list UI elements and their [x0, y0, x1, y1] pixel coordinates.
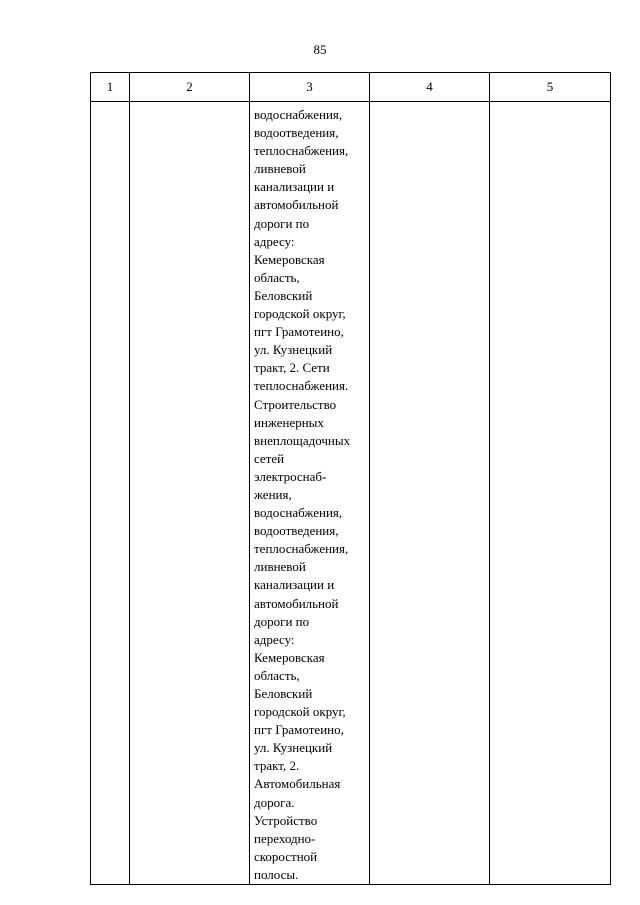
- column-header-2: 2: [130, 73, 250, 102]
- table-cell-col2: [130, 102, 250, 885]
- column-header-1: 1: [91, 73, 130, 102]
- page-number: 85: [313, 42, 327, 57]
- column-header-4: 4: [370, 73, 490, 102]
- table-cell-col3-description: водоснабжения, водоотведения, теплоснабжения, ливневой канализации и автомобильной дороги по адресу: Кемеровская область, Беловский городской округ, пгт Грамотеино, ул. Кузнецкий тракт, 2. Сети теплоснабжения. Строительство инженерных внеплощадочных сетей электроснаб- жения, водоснабжения, водоотведения, теплоснабжения, ливневой канализации и автомобильной дороги по адресу: Кемеровская область, Беловский городской округ, пгт Грамотеино, ул. Кузнецкий тракт, 2. Автомобильная дорога. Устройство переходно- скоростной полосы.: [250, 102, 370, 885]
- data-table: [90, 72, 611, 885]
- column-header-5: 5: [490, 73, 611, 102]
- table-cell-col1: [91, 102, 130, 885]
- table-header-row: [91, 73, 611, 102]
- table-row: [91, 102, 611, 885]
- column-header-3: 3: [250, 73, 370, 102]
- table-cell-col5: [490, 102, 611, 885]
- table-cell-col4: [370, 102, 490, 885]
